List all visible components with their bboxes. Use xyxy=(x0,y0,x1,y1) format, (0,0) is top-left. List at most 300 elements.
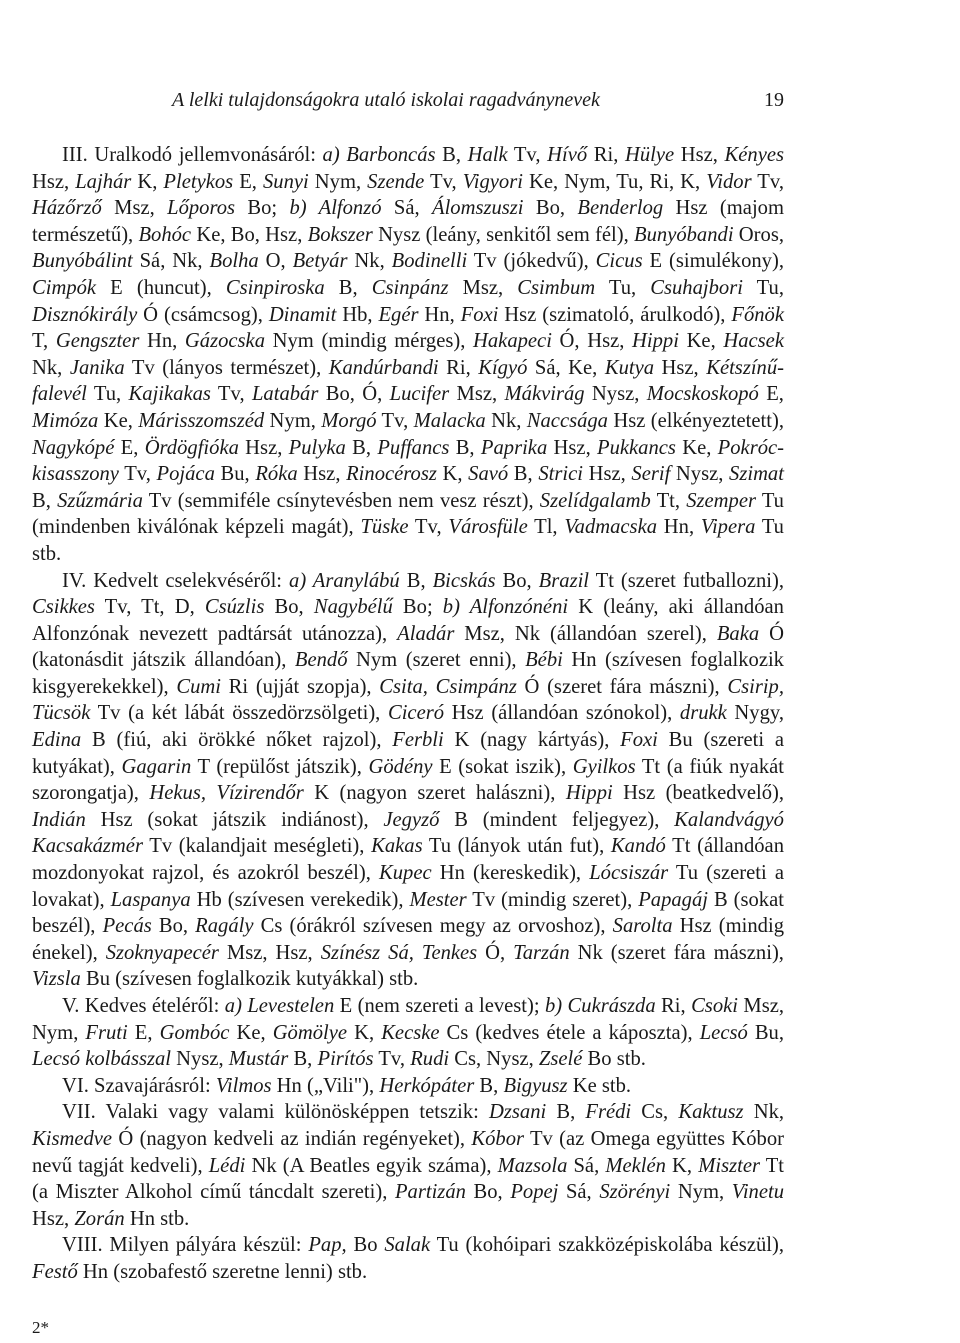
nickname-term: Főnök xyxy=(731,303,784,326)
nickname-term: Mimóza xyxy=(32,409,99,432)
text-run: Hsz, xyxy=(238,436,289,459)
nickname-term: Indián xyxy=(32,808,86,831)
text-run: Bu, xyxy=(214,463,256,486)
nickname-term: Kupec xyxy=(379,862,432,885)
text-run: Tv, xyxy=(210,383,252,406)
text-run: Tt (állandóan mozdonyokat rajzol, és azokról beszél), xyxy=(32,835,784,885)
nickname-term: Meklén xyxy=(605,1154,666,1177)
text-run: Hsz (majom természetű), xyxy=(32,197,784,246)
text-run: O, xyxy=(258,250,293,273)
nickname-term: Csúzlis xyxy=(204,596,265,619)
nickname-term: Betyár xyxy=(292,250,348,273)
text-run: Tt (a fiúk nyakát szorongatja), xyxy=(32,755,784,805)
text-run: E, xyxy=(127,1021,160,1044)
nickname-term: Paprika xyxy=(480,436,548,459)
text-run: Sá, xyxy=(558,1181,600,1204)
text-run: Bo, xyxy=(264,596,314,619)
text-run: Nym, xyxy=(670,1181,732,1204)
text-run: Ó (szeret fára mászni), xyxy=(516,675,728,698)
text-run: Nym (szeret enni), xyxy=(347,649,526,672)
text-run: Tv, xyxy=(751,170,784,193)
nickname-term: Ragály xyxy=(195,915,254,938)
text-run: Ri (ujját szopja), xyxy=(221,675,380,698)
nickname-term: Csinpiroska xyxy=(225,276,325,299)
nickname-term: Disznókirály xyxy=(32,303,138,326)
nickname-term: Mákvirág xyxy=(504,383,585,406)
text-run: Ó (katonásdit játszik állandóan), xyxy=(32,622,784,672)
text-run: Tv, xyxy=(507,144,548,166)
text-run: E (nem szereti a levest); xyxy=(334,995,545,1017)
text-run: Bu (szereti a kutyákat), xyxy=(32,729,785,778)
text-run: Tv, xyxy=(373,1048,411,1071)
nickname-term: Ferbli xyxy=(392,729,444,752)
text-run: Tv (a két lábát összedörzsölgeti), xyxy=(90,702,388,725)
text-run: E (simulékony), xyxy=(642,250,784,273)
nickname-term: Lecsó kolbásszal xyxy=(32,1048,172,1071)
text-run: Msz, xyxy=(101,197,168,220)
nickname-term: Ciceró xyxy=(387,702,445,725)
nickname-term: Serif xyxy=(631,463,671,486)
text-run: B, xyxy=(288,1048,318,1071)
nickname-term: Pap, xyxy=(308,1234,347,1257)
nickname-term: Cumi xyxy=(176,675,221,698)
nickname-term: Szoknyapecér xyxy=(105,941,219,964)
text-run: Bu (szívesen foglalkozik kutyákkal) stb. xyxy=(80,968,419,991)
text-run: Ke, xyxy=(678,330,724,353)
nickname-term: Latabár xyxy=(251,383,319,406)
text-run: Hb, xyxy=(336,303,379,326)
nickname-term: Vilmos xyxy=(215,1074,272,1097)
text-run: Tu, xyxy=(595,276,651,299)
text-run: B, xyxy=(546,1101,586,1124)
nickname-term: Rinocérosz xyxy=(346,463,437,486)
nickname-term: Bicskás xyxy=(432,569,496,592)
nickname-term: Bunyóbandi xyxy=(634,223,734,246)
nickname-term: Papagáj xyxy=(638,888,708,911)
text-run: Hn, xyxy=(657,516,701,539)
text-run: VIII. Milyen pályára készül: xyxy=(62,1234,309,1257)
text-run: E, xyxy=(758,383,784,406)
nickname-term: Kismedve xyxy=(32,1127,113,1150)
nickname-term: Kígyó xyxy=(478,356,528,379)
nickname-term: a) Barboncás xyxy=(322,144,436,166)
nickname-term: Vipera xyxy=(700,516,756,539)
nickname-term: Foxi xyxy=(620,729,658,752)
text-run: Sá, xyxy=(381,197,432,220)
nickname-term: Benderlog xyxy=(577,197,664,220)
nickname-term: Cimpók xyxy=(32,276,97,299)
nickname-term: Fruti xyxy=(85,1021,128,1044)
nickname-term: Álomszuszi xyxy=(431,197,524,220)
nickname-term: Nagykópé xyxy=(32,436,115,459)
nickname-term: Gyilkos xyxy=(572,755,636,778)
nickname-term: Csoki xyxy=(691,995,738,1017)
text-run: Nk, xyxy=(347,250,392,273)
nickname-term: Gömölye xyxy=(272,1021,348,1044)
nickname-term: b) Alfonzónéni xyxy=(442,596,569,619)
nickname-term: Pokróc-kisasszony xyxy=(32,436,784,486)
text-run: Tu (mindenben kiválónak képzeli magát), xyxy=(32,489,784,539)
text-run: Msz, Nym, xyxy=(32,995,784,1044)
nickname-term: Pukkancs xyxy=(597,436,676,459)
paragraph-iii xyxy=(32,142,784,568)
nickname-term: Kecske xyxy=(381,1021,440,1044)
nickname-term: Pulyka xyxy=(288,436,346,459)
nickname-term: Márisszomszéd xyxy=(138,409,265,432)
text-run: Bo; xyxy=(392,596,443,619)
text-run: Tv (kalandjait meségleti), xyxy=(142,835,372,858)
text-run: B (sokat beszél), xyxy=(32,888,784,938)
nickname-term: Bunyóbálint xyxy=(32,250,133,273)
text-run: B, xyxy=(32,489,58,512)
nickname-term: Dzsani xyxy=(489,1101,547,1124)
text-run: Oros, xyxy=(733,223,784,246)
nickname-term: Vidor xyxy=(706,170,752,193)
text-run: Hsz, xyxy=(582,463,632,486)
body-text xyxy=(32,142,784,1286)
text-run: Tv (jókedvű), xyxy=(467,250,596,273)
nickname-term: drukk xyxy=(679,702,727,725)
nickname-term: Kakas xyxy=(371,835,423,858)
text-run: Ri, xyxy=(587,144,625,166)
text-run: Hsz, xyxy=(32,170,76,193)
nickname-term: Bohóc xyxy=(138,223,192,246)
nickname-term: Foxi xyxy=(460,303,499,326)
nickname-term: Edina xyxy=(32,729,82,752)
nickname-term: Kalandvágyó Kacsakázmér xyxy=(32,808,784,858)
nickname-term: Gombóc xyxy=(159,1021,230,1044)
paragraph-viii xyxy=(32,1232,784,1285)
text-run: B, xyxy=(399,569,433,592)
page-number: 19 xyxy=(764,89,784,111)
text-run: Tu (kohóipari szakközépiskolába készül), xyxy=(430,1234,784,1257)
text-run: Tu stb. xyxy=(32,516,784,565)
nickname-term: Kutya xyxy=(604,356,655,379)
nickname-term: Nagybélű xyxy=(313,596,393,619)
text-run: Tv, xyxy=(118,463,157,486)
text-run: Hn, xyxy=(139,330,185,353)
nickname-term: b) Cukrászda xyxy=(545,995,656,1017)
text-run: Hsz (szimatoló, árulkodó), xyxy=(498,303,732,326)
nickname-term: Mazsola xyxy=(497,1154,568,1177)
text-run: Hn, xyxy=(418,303,461,326)
nickname-term: Lédi xyxy=(208,1154,246,1177)
nickname-term: Bolha xyxy=(209,250,259,273)
nickname-term: Szűzmária xyxy=(57,489,143,512)
text-run: K, xyxy=(665,1154,699,1177)
nickname-term: Miszter xyxy=(698,1154,760,1177)
text-run: Nym (mindig mérges), xyxy=(265,330,474,353)
nickname-term: Ördögfióka xyxy=(144,436,239,459)
text-run: Hn (kereskedik), xyxy=(431,862,590,885)
text-run: B, xyxy=(474,1074,504,1097)
nickname-term: Strici xyxy=(538,463,583,486)
nickname-term: Szörényi xyxy=(599,1181,671,1204)
nickname-term: Lucifer xyxy=(389,383,450,406)
text-run: Ke stb. xyxy=(567,1074,632,1097)
text-run: Bo; xyxy=(235,197,290,220)
text-run: Bo, xyxy=(495,569,539,592)
text-run: B, xyxy=(324,276,372,299)
text-run: E (huncut), xyxy=(96,276,226,299)
nickname-term: Szelídgalamb xyxy=(539,489,651,512)
text-run: Ri, xyxy=(655,995,692,1017)
text-run: Sá, Ke, xyxy=(527,356,605,379)
nickname-term: Vadmacska xyxy=(564,516,658,539)
signature-mark: 2* xyxy=(32,1318,49,1337)
nickname-term: Lócsiszár xyxy=(589,862,669,885)
text-run: Hsz (mindig énekel), xyxy=(32,915,785,964)
nickname-term: Salak xyxy=(384,1234,431,1257)
text-run: Ke, xyxy=(229,1021,273,1044)
nickname-term: Gengszter xyxy=(55,330,140,353)
nickname-term: Rudi xyxy=(410,1048,450,1071)
text-run: Nym, xyxy=(308,170,368,193)
nickname-term: Zselé xyxy=(538,1048,583,1071)
text-run: B, xyxy=(508,463,539,486)
nickname-term: Pletykos xyxy=(163,170,234,193)
text-run: Hn stb. xyxy=(124,1207,190,1230)
nickname-term: Szende xyxy=(367,170,425,193)
text-run: Tv, xyxy=(424,170,463,193)
text-run: K, xyxy=(131,170,164,193)
text-run: B, xyxy=(435,144,468,166)
text-run: Hsz (állandóan szónokol), xyxy=(444,702,680,725)
nickname-term: Baka xyxy=(716,622,760,645)
text-run: Nysz (leány, senkitől sem fél), xyxy=(372,223,635,246)
nickname-term: Kandúrbandi xyxy=(328,356,439,379)
nickname-term: Zorán xyxy=(74,1207,125,1230)
nickname-term: Hakapeci xyxy=(473,330,552,353)
nickname-term: Bokszer xyxy=(307,223,373,246)
paragraph-vii xyxy=(32,1099,784,1232)
text-run: VI. Szavajárásról: xyxy=(62,1074,216,1097)
text-run: Hsz, xyxy=(654,356,707,379)
text-run: Ke, xyxy=(98,409,139,432)
text-run: T, xyxy=(32,330,56,353)
nickname-term: a) Aranylábú xyxy=(289,569,400,592)
text-run: Tv (semmiféle csínytevésben nem vesz részt), xyxy=(142,489,540,512)
text-run: B (mindent feljegyez), xyxy=(439,808,675,831)
nickname-term: Csita, Csimpánz xyxy=(379,675,517,698)
text-run: Hsz (sokat játszik indiánost), xyxy=(85,808,384,831)
text-run: K, xyxy=(436,463,469,486)
text-run: Ó (csámcsog), xyxy=(137,303,269,326)
paragraph-vi xyxy=(32,1073,784,1100)
text-run: Tv, xyxy=(408,516,449,539)
nickname-term: Csinpánz xyxy=(371,276,449,299)
nickname-term: Morgó xyxy=(321,409,377,432)
text-run: Ó (nagyon kedveli az indián regényeket), xyxy=(112,1127,472,1150)
text-run: Tt (a Miszter Alkohol című táncdalt szereti), xyxy=(32,1154,785,1204)
text-run: Tt, xyxy=(650,489,687,512)
nickname-term: Szemper xyxy=(686,489,757,512)
text-run: Bo, xyxy=(523,197,578,220)
nickname-term: Kajikakas xyxy=(128,383,211,406)
running-title: A lelki tulajdonságokra utaló iskolai ragadványnevek xyxy=(172,89,600,111)
text-run: E, xyxy=(114,436,145,459)
nickname-term: Csirip, Tücsök xyxy=(32,675,784,725)
text-run: Cs, xyxy=(631,1101,679,1124)
text-run: IV. Kedvelt cselekvéséről: xyxy=(62,569,290,592)
text-run: T (repülőst játszik), xyxy=(191,755,369,778)
nickname-term: Gázocska xyxy=(184,330,265,353)
nickname-term: Tarzán xyxy=(513,941,570,964)
nickname-term: Hekus, Vízirendőr xyxy=(149,782,304,805)
text-run: Hsz, xyxy=(32,1207,75,1230)
nickname-term: a) Levestelen xyxy=(224,995,335,1017)
text-run: Hsz (elkényeztetett), xyxy=(607,409,784,432)
nickname-term: Sarolta xyxy=(612,915,673,938)
nickname-term: Kaktusz xyxy=(678,1101,744,1124)
text-run: Tv (mindig szeret), xyxy=(466,888,639,911)
text-run: E (sokat iszik), xyxy=(432,755,573,778)
text-run: Tt (szeret futballozni), xyxy=(589,569,785,592)
text-run: Ri, xyxy=(438,356,479,379)
nickname-term: Kétszínű-falevél xyxy=(32,356,785,406)
nickname-term: Laspanya xyxy=(110,888,191,911)
nickname-term: Halk xyxy=(467,144,508,166)
text-run: Hb (szívesen verekedik), xyxy=(190,888,410,911)
nickname-term: Vinetu xyxy=(731,1181,785,1204)
text-run: V. Kedves ételéről: xyxy=(62,995,225,1017)
nickname-term: Pojáca xyxy=(156,463,215,486)
text-run: Hsz (beatkedvelő), xyxy=(612,782,784,805)
nickname-term: Egér xyxy=(378,303,419,326)
text-run: Sá, Nk, xyxy=(132,250,210,273)
text-run: Hn („Vili"), xyxy=(271,1074,380,1097)
text-run: Ó, Hsz, xyxy=(551,330,633,353)
nickname-term: Festő xyxy=(32,1260,78,1283)
nickname-term: Naccsága xyxy=(526,409,608,432)
nickname-term: Vizsla xyxy=(32,968,81,991)
nickname-term: Csuhajbori xyxy=(650,276,743,299)
text-run: Tv (az Omega együttes Kóbor nevű tagját kedveli), xyxy=(32,1127,784,1177)
nickname-term: Lajhár xyxy=(75,170,132,193)
nickname-term: Herkópáter xyxy=(379,1074,475,1097)
nickname-term: Szimat xyxy=(729,463,784,486)
text-run: Hsz, xyxy=(297,463,347,486)
text-run: K, xyxy=(347,1021,382,1044)
text-run: K (nagy kártyás), xyxy=(443,729,621,752)
nickname-term: Bodinelli xyxy=(391,250,468,273)
nickname-term: Pirítós xyxy=(317,1048,374,1071)
text-run: E, xyxy=(233,170,263,193)
running-header xyxy=(172,85,784,115)
text-run: Hn (szobafestő szeretne lenni) stb. xyxy=(77,1260,368,1283)
nickname-term: Házőrző xyxy=(32,197,102,220)
nickname-term: Pecás xyxy=(102,915,152,938)
text-run: Nygy, xyxy=(726,702,784,725)
text-run: Tv, Tt, D, xyxy=(94,596,205,619)
text-run: Nk (A Beatles egyik száma), xyxy=(245,1154,498,1177)
text-run: B (fiú, aki örökké nőket rajzol), xyxy=(81,729,393,752)
nickname-term: Savó xyxy=(468,463,509,486)
text-run: Sá, xyxy=(567,1154,606,1177)
nickname-term: Vigyori xyxy=(462,170,523,193)
nickname-term: Janika xyxy=(69,356,125,379)
text-run: Tu (lányok után fut), xyxy=(422,835,611,858)
text-run: Bu, xyxy=(747,1021,785,1044)
text-run: VII. Valaki vagy valami különösképpen tetszik: xyxy=(62,1101,490,1124)
nickname-term: Gagarin xyxy=(121,755,192,778)
nickname-term: Mustár xyxy=(228,1048,289,1071)
nickname-term: Kényes xyxy=(724,144,784,166)
paragraph-iv xyxy=(32,568,784,994)
text-run: Ó, xyxy=(477,941,514,964)
text-run: Bo, xyxy=(151,915,196,938)
nickname-term: Színész Sá, Tenkes xyxy=(320,941,478,964)
nickname-term: Tüske xyxy=(360,516,409,539)
text-run: Hsz, xyxy=(547,436,598,459)
nickname-term: Gödény xyxy=(368,755,433,778)
text-run: K (nagyon szeret halászni), xyxy=(303,782,566,805)
nickname-term: Popej xyxy=(510,1181,559,1204)
text-run: Msz, Hsz, xyxy=(218,941,321,964)
text-run: B, xyxy=(449,436,481,459)
text-run: Tv (lányos természet), xyxy=(124,356,329,379)
nickname-term: Kandó xyxy=(610,835,666,858)
text-run: Tu (szereti a lovakat), xyxy=(32,862,784,911)
nickname-term: Cicus xyxy=(595,250,643,273)
text-run: III. Uralkodó jellemvonásáról: xyxy=(62,144,323,166)
text-run: K (leány, aki állandóan Alfonzónak nevezett padtársát utánozza), xyxy=(32,596,784,645)
nickname-term: Aladár xyxy=(397,622,455,645)
text-run: Hn (szívesen foglalkozik kisgyerekekkel), xyxy=(32,649,784,698)
text-run: Bo, Ó, xyxy=(318,383,390,406)
nickname-term: Frédi xyxy=(585,1101,632,1124)
nickname-term: b) Alfonzó xyxy=(289,197,382,220)
text-run: Bo stb. xyxy=(582,1048,646,1071)
nickname-term: Dinamit xyxy=(268,303,337,326)
text-run: Msz, Nk (állandóan szerel), xyxy=(454,622,717,645)
nickname-term: Bigyusz xyxy=(503,1074,568,1097)
nickname-term: Városfüle xyxy=(448,516,528,539)
nickname-term: Hacsek xyxy=(723,330,784,353)
text-run: Cs (kedves étele a káposzta), xyxy=(439,1021,700,1044)
text-run: Nysz, xyxy=(584,383,647,406)
nickname-term: Hippi xyxy=(565,782,613,805)
text-run: Nym, xyxy=(264,409,322,432)
nickname-term: Hülye xyxy=(624,144,675,166)
text-run: Tl, xyxy=(527,516,565,539)
paragraph-v xyxy=(32,993,784,1073)
text-run: Tu, xyxy=(742,276,784,299)
nickname-term: Bendő xyxy=(294,649,348,672)
nickname-term: Lőporos xyxy=(167,197,236,220)
nickname-term: Mester xyxy=(409,888,467,911)
text-run: Msz, xyxy=(449,383,505,406)
text-run: Bo xyxy=(346,1234,385,1257)
nickname-term: Jegyző xyxy=(383,808,440,831)
text-run: B, xyxy=(345,436,378,459)
nickname-term: Puffancs xyxy=(377,436,450,459)
nickname-term: Kóbor xyxy=(471,1127,525,1150)
text-run: Nk, xyxy=(743,1101,785,1124)
nickname-term: Brazil xyxy=(538,569,590,592)
text-run: Msz, xyxy=(448,276,518,299)
text-run: Bo, xyxy=(465,1181,511,1204)
text-run: Tu, xyxy=(86,383,129,406)
nickname-term: Malacka xyxy=(413,409,486,432)
nickname-term: Sunyi xyxy=(262,170,309,193)
text-run: Tv, xyxy=(376,409,414,432)
text-run: Ke, Bo, Hsz, xyxy=(191,223,308,246)
nickname-term: Csimbum xyxy=(517,276,596,299)
text-run: Ke, xyxy=(675,436,718,459)
text-run: Ke, Nym, Tu, Ri, K, xyxy=(522,170,707,193)
nickname-term: Hippi xyxy=(632,330,679,353)
